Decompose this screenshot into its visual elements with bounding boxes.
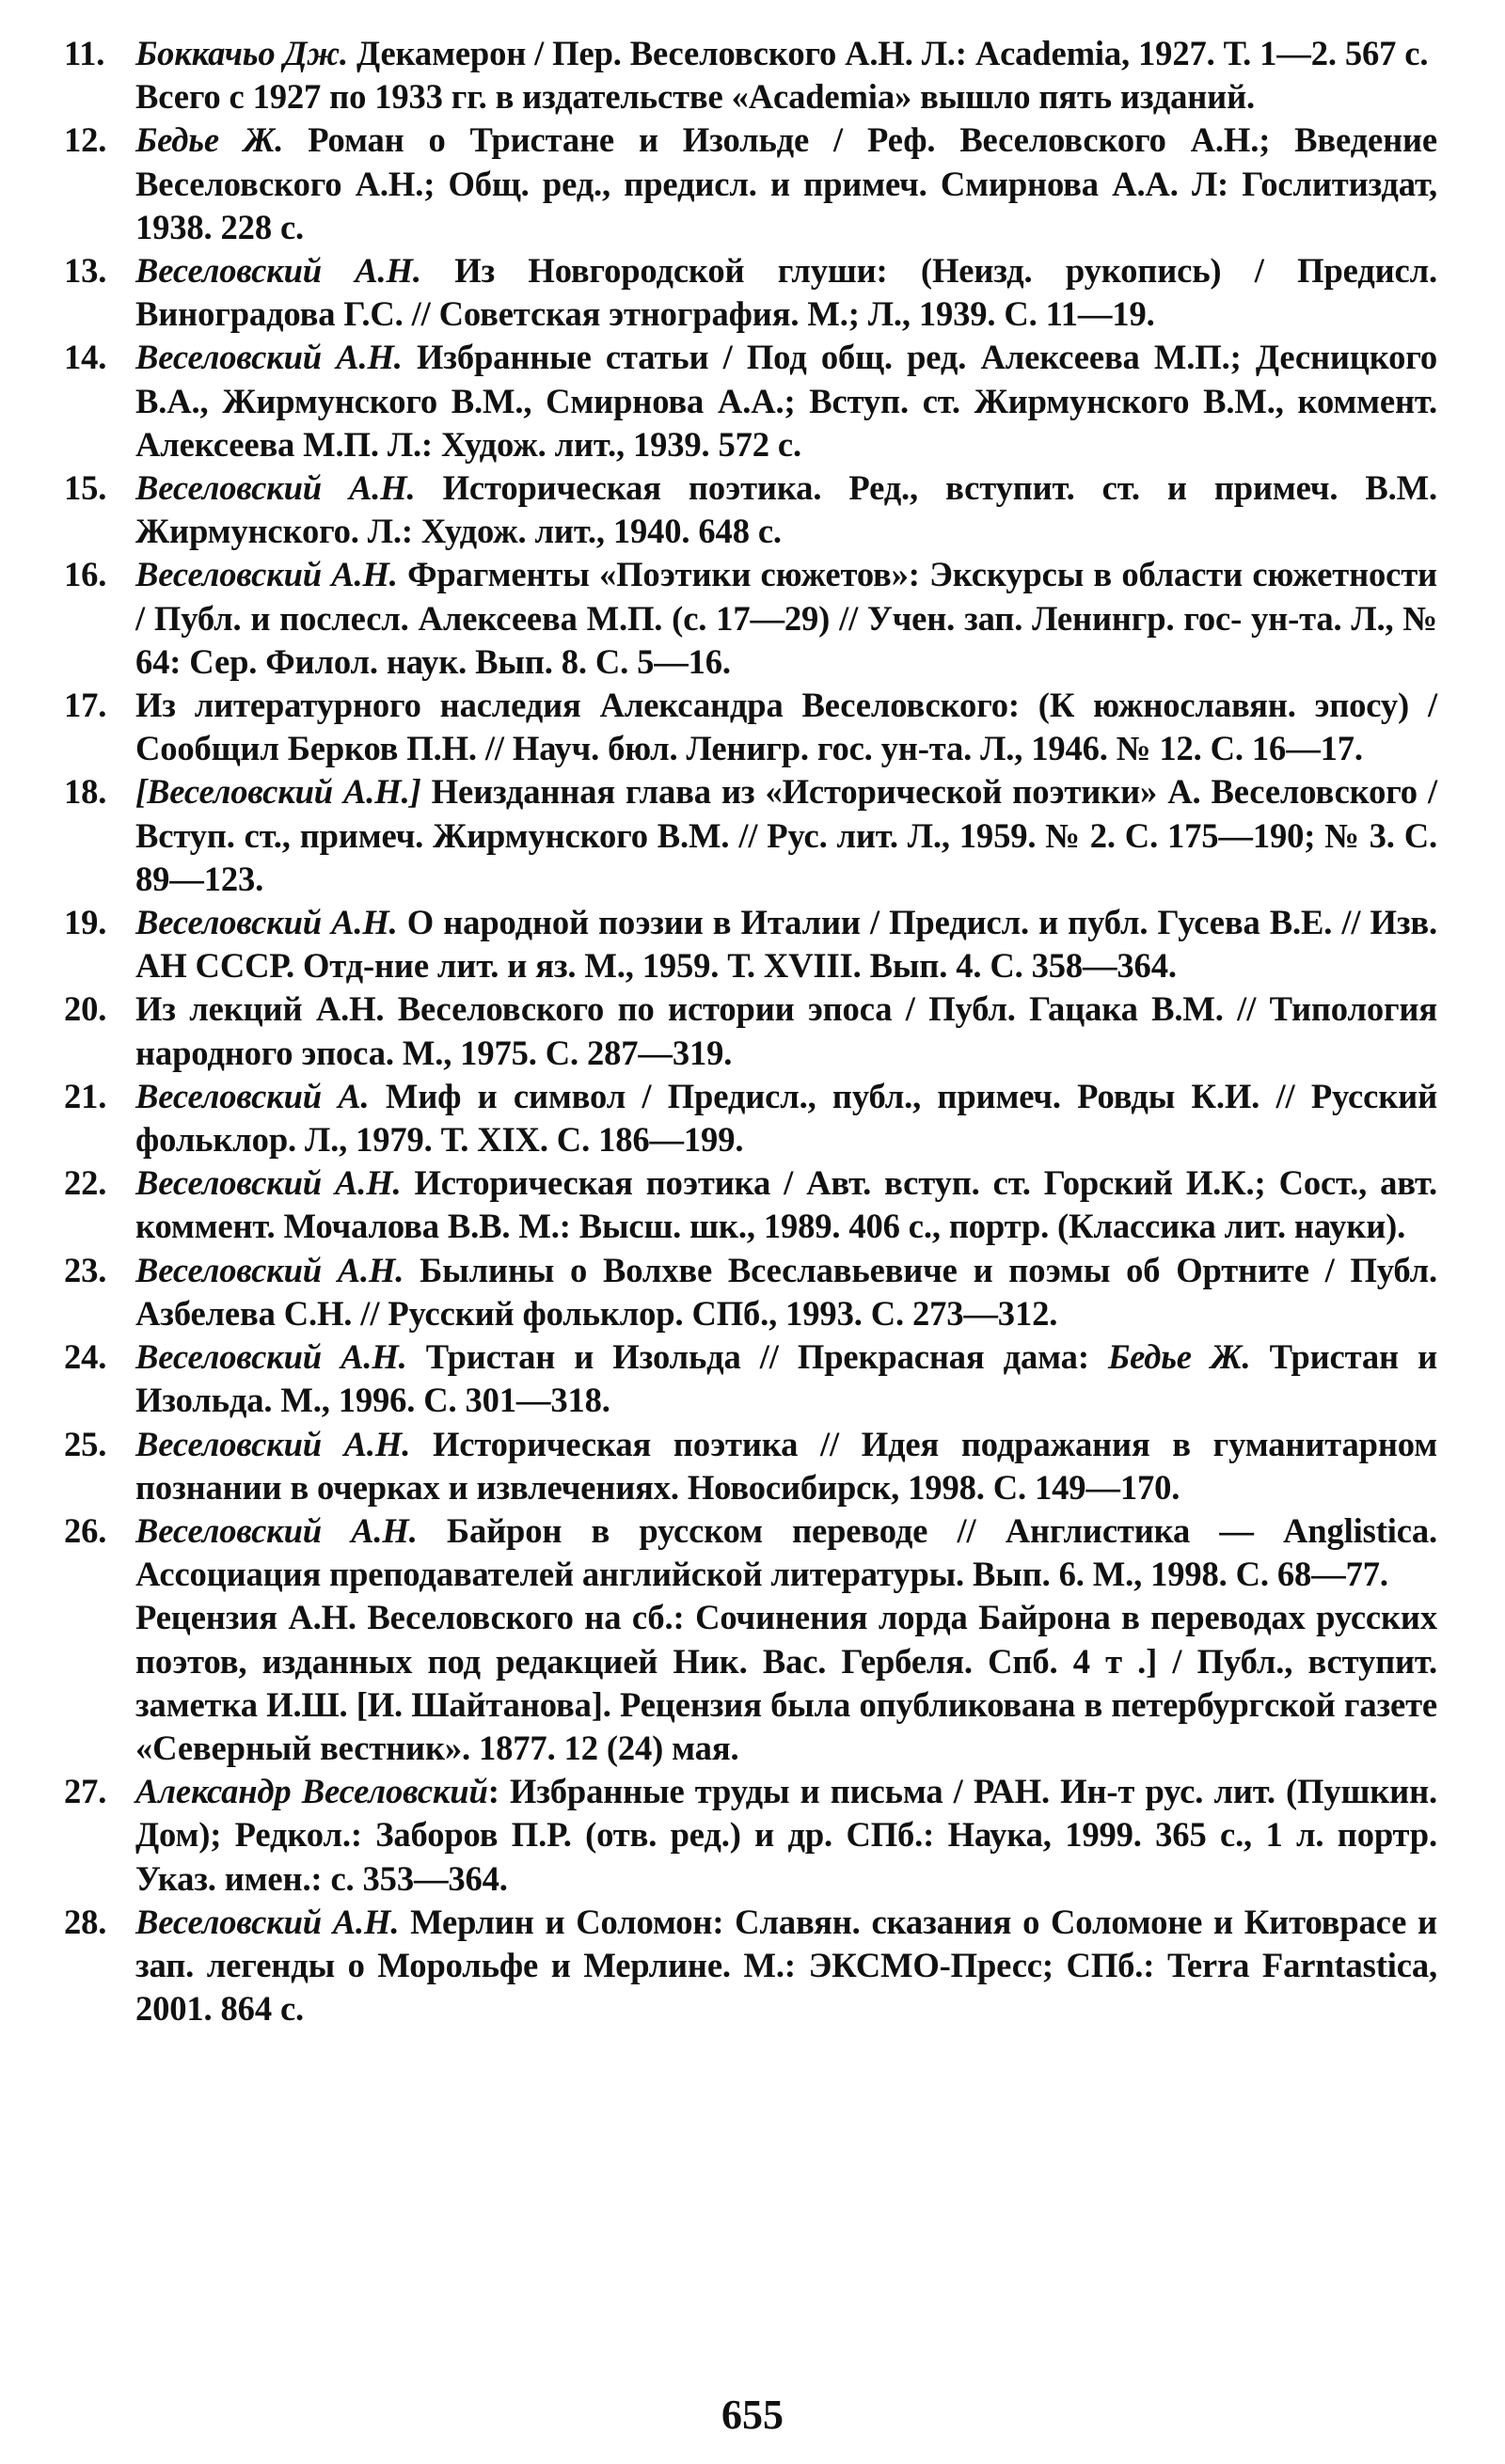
bibliography-entry xyxy=(64,770,1437,901)
entry-author: Веселовский А. xyxy=(135,1076,370,1115)
entry-number: 11. xyxy=(64,34,105,72)
entry-citation: Из Новгородской глуши: (Неизд. рукопись) / Предисл. Виноградова Г.С. // Советская этнография. М.; Л., 1939. С. 11—19. xyxy=(135,251,1437,334)
entry-number: 14. xyxy=(64,338,107,377)
entry-number: 21. xyxy=(64,1076,107,1115)
bibliography-entry xyxy=(64,1335,1437,1422)
entry-author: Веселовский А.Н. xyxy=(135,1510,418,1550)
entry-citation: Из лекций А.Н. Веселовского по истории эпоса / Публ. Гацака В.М. // Типология народного эпоса. М., 1975. С. 287—319. xyxy=(135,989,1437,1072)
entry-author: Бедье Ж. xyxy=(135,120,284,160)
entry-author: Веселовский А.Н. xyxy=(135,468,416,508)
bibliography-entry xyxy=(64,466,1437,553)
entry-citation: Былины о Волхве Всеславьевиче и поэмы об Ортните / Публ. Азбелева С.Н. // Русский фольклор. СПб., 1993. С. 273—312. xyxy=(135,1250,1437,1333)
entry-note: Всего с 1927 по 1933 гг. в издательстве «Academia» вышло пять изданий. xyxy=(135,77,1255,117)
entry-text xyxy=(135,1770,1437,1901)
bibliography-entry xyxy=(64,32,1437,118)
entry-number: 18. xyxy=(64,772,107,812)
entry-note: Рецензия А.Н. Веселовского на сб.: Сочинения лорда Байрона в переводах русских поэтов, изданных под редакцией Ник. Вас. Гербеля. Спб. 4 т .] / Публ., вступит. заметка И.Ш. [И. Шайтанова]. Рецензия была опубликована в петербургской газете «Северный вестник». 1877. 12 (24) мая. xyxy=(135,1598,1437,1767)
entry-text xyxy=(135,249,1437,336)
entry-text xyxy=(135,1075,1437,1161)
entry-citation: Историческая поэтика / Авт. вступ. ст. Горский И.К.; Сост., авт. коммент. Мочалова В.В. М.: Высш. шк., 1989. 406 с., портр. (Классика лит. науки). xyxy=(135,1163,1438,1246)
entry-number: 24. xyxy=(64,1337,107,1377)
entry-citation: Байрон в русском переводе // Англистика — Anglistica. Ассоциация преподавателей английской литературы. Вып. 6. М., 1998. С. 68—77. xyxy=(135,1510,1437,1594)
entry-number: 26. xyxy=(64,1510,107,1550)
entry-text xyxy=(135,553,1437,684)
entry-text xyxy=(135,770,1437,901)
entry-author: Веселовский А.Н. xyxy=(135,1902,400,1941)
bibliography-entry xyxy=(64,1161,1437,1248)
entry-number: 25. xyxy=(64,1424,107,1463)
entry-text xyxy=(135,684,1437,770)
entry-text xyxy=(135,336,1437,466)
bibliography-entry xyxy=(64,1901,1437,2031)
entry-number: 23. xyxy=(64,1250,107,1289)
entry-author: Александр Веселовский xyxy=(135,1772,488,1811)
entry-author: [Веселовский А.Н.] xyxy=(135,772,421,812)
entry-text xyxy=(135,118,1437,249)
entry-author: Веселовский А.Н. xyxy=(135,338,403,377)
entry-citation: Фрагменты «Поэтики сюжетов»: Экскурсы в области сюжетности / Публ. и послесл. Алексеева М.П. (с. 17—29) // Учен. зап. Ленингр. гос- ун-та. Л., № 64: Сер. Филол. наук. Вып. 8. С. 5—16. xyxy=(135,555,1437,681)
entry-citation: О народной поэзии в Италии / Предисл. и публ. Гусева В.Е. // Изв. АН СССР. Отд-ние лит. и яз. М., 1959. Т. XVIII. Вып. 4. С. 358—364. xyxy=(135,903,1437,986)
bibliography-entry xyxy=(64,336,1437,466)
entry-citation: Избранные статьи / Под общ. ред. Алексеева М.П.; Десницкого В.А., Жирмунского В.М., Смирнова А.А.; Вступ. ст. Жирмунского В.М., коммент. Алексеева М.П. Л.: Худож. лит., 1939. 572 с. xyxy=(135,338,1437,464)
entry-text xyxy=(135,1335,1437,1422)
entry-citation: Историческая поэтика // Идея подражания в гуманитарном познании в очерках и извлечениях. Новосибирск, 1998. С. 149—170. xyxy=(135,1424,1437,1507)
entry-citation: Историческая поэтика. Ред., вступит. ст. и примеч. В.М. Жирмунского. Л.: Худож. лит., 1940. 648 с. xyxy=(135,468,1437,551)
entry-number: 12. xyxy=(64,120,107,160)
entry-citation: Тристан и Изольда // Прекрасная дама: xyxy=(406,1337,1108,1377)
entry-number: 17. xyxy=(64,686,107,725)
entry-author: Веселовский А.Н. xyxy=(135,1163,402,1203)
entry-author: Веселовский А.Н. xyxy=(135,903,398,942)
entry-number: 15. xyxy=(64,468,107,508)
entry-author: Веселовский А.Н. xyxy=(135,1250,404,1289)
entry-number: 13. xyxy=(64,251,107,291)
bibliography-entry xyxy=(64,249,1437,336)
bibliography-entry xyxy=(64,118,1437,249)
bibliography-entry xyxy=(64,1423,1437,1509)
entry-number: 22. xyxy=(64,1163,107,1203)
bibliography-entry xyxy=(64,1770,1437,1901)
entry-author: Веселовский А.Н. xyxy=(135,251,421,291)
bibliography-entry xyxy=(64,1075,1437,1161)
entry-text xyxy=(135,987,1437,1074)
entry-author: Веселовский А.Н. xyxy=(135,555,398,594)
page-number: 655 xyxy=(721,2392,784,2438)
entry-text xyxy=(135,32,1437,75)
entry-citation: Декамерон / Пер. Веселовского А.Н. Л.: Academia, 1927. Т. 1—2. 567 с. xyxy=(348,34,1429,72)
entry-citation: Из литературного наследия Александра Веселовского: (К южнославян. эпосу) / Сообщил Берков П.Н. // Науч. бюл. Ленигр. гос. ун-та. Л., 1946. № 12. С. 16—17. xyxy=(135,686,1437,768)
entry-text xyxy=(135,466,1437,553)
entry-text xyxy=(135,1161,1437,1248)
entry-author: Веселовский А.Н. xyxy=(135,1337,407,1377)
entry-citation: Мерлин и Соломон: Славян. сказания о Соломоне и Китоврасе и зап. легенды о Морольфе и Мерлине. М.: ЭКСМО-Пресс; СПб.: Terra Farntastica, 2001. 864 с. xyxy=(135,1902,1437,2029)
bibliography-entry xyxy=(64,553,1437,684)
bibliography-entry xyxy=(64,987,1437,1074)
entry-text xyxy=(135,1249,1437,1335)
bibliography-entry xyxy=(64,1249,1437,1335)
entry-citation: Тристан и Изольда. М., 1996. С. 301—318. xyxy=(135,1337,1438,1420)
entry-author: Бедье Ж. xyxy=(1107,1337,1251,1377)
entry-text xyxy=(135,1901,1437,2031)
entry-author: Боккачьо Дж. xyxy=(135,34,349,72)
entry-number: 19. xyxy=(64,903,107,942)
entry-citation: : Избранные труды и письма / РАН. Ин-т рус. лит. (Пушкин. Дом); Редкол.: Заборов П.Р. (отв. ред.) и др. СПб.: Наука, 1999. 365 с., 1 л. портр. Указ. имен.: с. 353—364. xyxy=(135,1772,1437,1898)
entry-citation: Неизданная глава из «Исторической поэтики» А. Веселовского / Вступ. ст., примеч. Жирмунского В.М. // Рус. лит. Л., 1959. № 2. С. 175—190; № 3. С. 89—123. xyxy=(135,772,1438,898)
bibliography-entry xyxy=(64,901,1437,987)
entry-number: 28. xyxy=(64,1902,107,1941)
entry-number: 16. xyxy=(64,555,107,594)
bibliography-entry xyxy=(64,1509,1437,1770)
entry-author: Веселовский А.Н. xyxy=(135,1424,411,1463)
entry-text xyxy=(135,1509,1437,1596)
entry-number: 27. xyxy=(64,1772,107,1811)
entry-text xyxy=(135,901,1437,987)
bibliography-list xyxy=(64,32,1437,2030)
entry-number: 20. xyxy=(64,989,107,1029)
entry-citation: Миф и символ / Предисл., публ., примеч. Ровды К.И. // Русский фольклор. Л., 1979. Т. XIX. С. 186—199. xyxy=(135,1076,1437,1160)
entry-citation: Роман о Тристане и Изольде / Реф. Веселовского А.Н.; Введение Веселовского А.Н.; Общ. ред., предисл. и примеч. Смирнова А.А. Л: Гослитиздат, 1938. 228 с. xyxy=(135,120,1438,246)
bibliography-entry xyxy=(64,684,1437,770)
entry-text xyxy=(135,1423,1437,1509)
